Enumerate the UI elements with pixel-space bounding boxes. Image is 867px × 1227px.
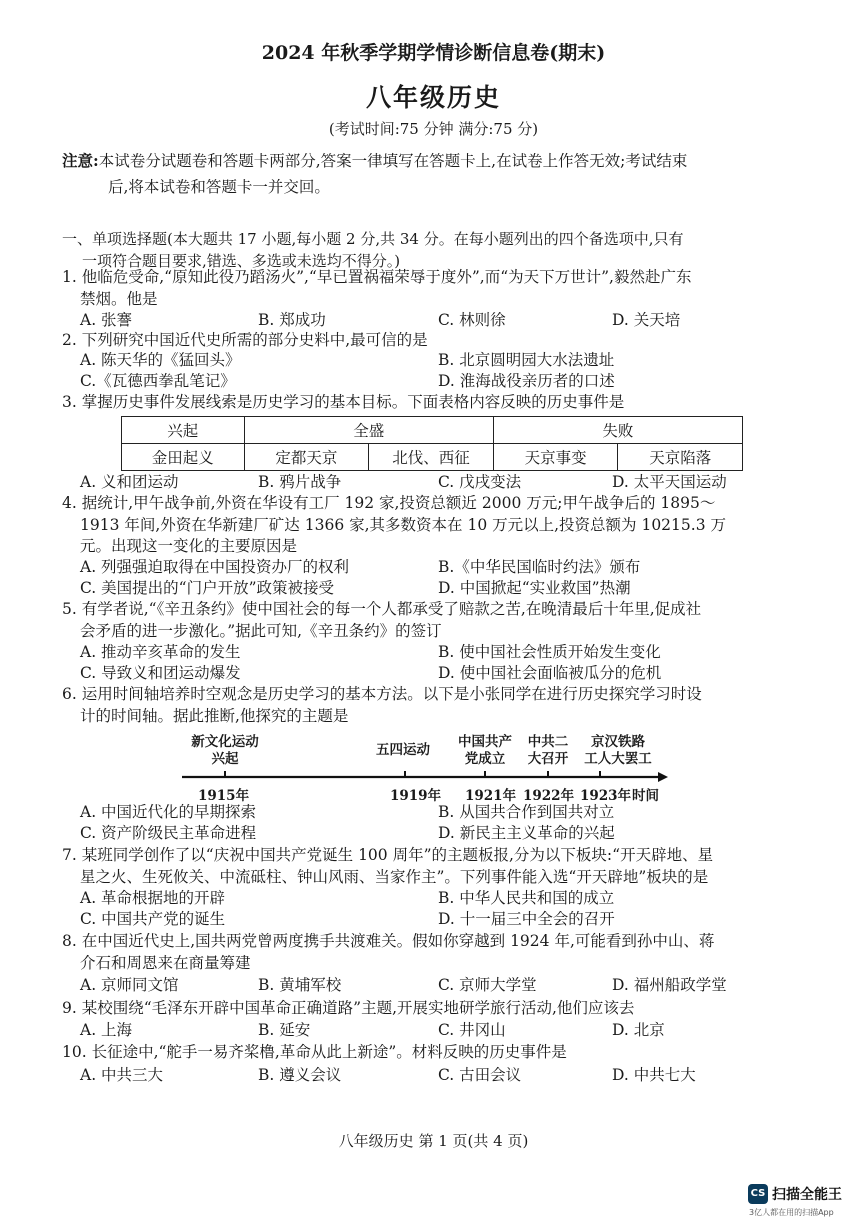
exam-info: (考试时间:75 分钟 满分:75 分) [328,120,539,138]
question-10-option-d: D. 中共七大 [612,1066,696,1084]
table-cell-4: 天京事变 [493,444,618,471]
table-header-rise: 兴起 [122,417,245,444]
section-heading [62,228,802,272]
timeline-axis [180,770,670,784]
question-4-option-c: C. 美国提出的“门户开放”政策被接受 [80,579,335,597]
question-7-option-d: D. 十一届三中全会的召开 [438,910,615,928]
question-5 [62,599,822,642]
timeline-year-1922: 1922年 [523,788,575,804]
question-5-option-b: B. 使中国社会性质开始发生变化 [438,643,661,661]
question-10-stem: 10. 长征途中,“舵手一易齐桨橹,革命从此上新途”。材料反映的历史事件是 [62,1043,567,1061]
question-8-stem-1: 8. 在中国近代史上,国共两党曾两度携手共渡难关。假如你穿越到 1924 年,可能看到孙中山、蒋 [62,932,715,950]
question-1-stem-2: 禁烟。他是 [80,289,158,308]
question-1 [62,267,822,310]
exam-title: 2024 年秋季学期学情诊断信息卷(期末) [261,42,606,64]
question-1-option-d: D. 关天培 [612,311,681,329]
question-7-stem-1: 7. 某班同学创作了以“庆祝中国共产党诞生 100 周年”的主题板报,分为以下板块:“开天辟地、星 [62,846,714,864]
question-9-option-c: C. 井冈山 [438,1021,506,1039]
camscanner-logo-icon: CS [748,1184,768,1204]
question-7-option-b: B. 中华人民共和国的成立 [438,889,615,907]
question-3-option-a: A. 义和团运动 [80,473,179,491]
table-cell-1: 金田起义 [122,444,245,471]
camscanner-tagline: 3亿人都在用的扫描App [749,1208,834,1217]
question-2-stem: 2. 下列研究中国近代史所需的部分史料中,最可信的是 [62,331,428,349]
question-5-option-a: A. 推动辛亥革命的发生 [80,643,241,661]
question-6-option-c: C. 资产阶级民主革命进程 [80,824,257,842]
timeline-event-1: 新文化运动 兴起 [191,734,259,767]
timeline-year-1921: 1921年 [465,788,517,804]
question-3-option-d: D. 太平天国运动 [612,473,727,491]
question-7 [62,845,822,888]
timeline-event-4: 中共二 大召开 [527,734,569,767]
question-7-option-c: C. 中国共产党的诞生 [80,910,226,928]
question-1-stem-1: 1. 他临危受命,“原知此役乃蹈汤火”,“早已置祸福荣辱于度外”,而“为天下万世计”,毅然赴广东 [62,268,692,286]
question-6-timeline [180,730,670,804]
question-8-option-d: D. 福州船政学堂 [612,976,727,994]
question-8-stem-2: 介石和周恩来在商量筹建 [80,953,251,972]
question-6 [62,684,822,727]
question-3-stem: 3. 掌握历史事件发展线索是历史学习的基本目标。下面表格内容反映的历史事件是 [62,393,625,411]
question-5-stem-1: 5. 有学者说,“《辛丑条约》使中国社会的每一个人都承受了赔款之苦,在晚清最后十年里,促成社 [62,600,702,618]
notice-label: 注意: [62,151,99,170]
notice-line-1: 注意:本试卷分试题卷和答题卡两部分,答案一律填写在答题卡上,在试卷上作答无效;考试结束 [62,151,688,170]
question-5-option-d: D. 使中国社会面临被瓜分的危机 [438,664,662,682]
question-6-option-a: A. 中国近代化的早期探索 [80,803,257,821]
page-footer: 八年级历史 第 1 页(共 4 页) [338,1132,529,1150]
notice-line-2: 后,将本试卷和答题卡一并交回。 [108,178,330,196]
question-6-stem-2: 计的时间轴。据此推断,他探究的主题是 [80,706,349,725]
camscanner-name: 扫描全能王 [772,1187,842,1203]
question-7-stem-2: 星之火、生死攸关、中流砥柱、钟山风雨、当家作主”。下列事件能入选“开天辟地”板块的是 [80,867,709,886]
timeline-year-1919: 1919年 [390,788,442,804]
question-10-option-c: C. 古田会议 [438,1066,522,1084]
question-2-option-c: C.《瓦德西拳乱笔记》 [80,372,236,390]
table-cell-3: 北伐、西征 [369,444,494,471]
question-4-stem-1: 4. 据统计,甲午战争前,外资在华设有工厂 192 家,投资总额近 2000 万元;甲午战争后的 1895～ [62,494,716,512]
notice [62,148,802,200]
table-header-peak: 全盛 [244,417,493,444]
question-4-option-a: A. 列强强迫取得在中国投资办厂的权利 [80,558,350,576]
question-8-option-c: C. 京师大学堂 [438,976,537,994]
question-4 [62,493,822,558]
question-2-option-d: D. 淮海战役亲历者的口述 [438,372,615,390]
question-7-option-a: A. 革命根据地的开辟 [80,889,226,907]
question-1-option-b: B. 郑成功 [258,311,326,329]
table-cell-2: 定都天京 [244,444,369,471]
timeline-event-5: 京汉铁路 工人大罢工 [584,734,652,767]
question-2-option-a: A. 陈天华的《猛回头》 [80,351,241,369]
timeline-event-3: 中国共产 党成立 [458,734,512,767]
question-9-option-d: D. 北京 [612,1021,665,1039]
timeline-axis-label: 时间 [632,788,659,804]
question-6-stem-1: 6. 运用时间轴培养时空观念是历史学习的基本方法。以下是小张同学在进行历史探究学习时设 [62,685,702,703]
question-8-option-a: A. 京师同文馆 [80,976,179,994]
question-6-option-b: B. 从国共合作到国共对立 [438,803,615,821]
question-9-option-a: A. 上海 [80,1021,133,1039]
table-header-fail: 失败 [493,417,742,444]
question-6-option-d: D. 新民主主义革命的兴起 [438,824,615,842]
question-4-option-b: B.《中华民国临时约法》颁布 [438,558,641,576]
question-8 [62,931,822,974]
section-line-2: 一项符合题目要求,错选、多选或未选均不得分。) [82,252,401,270]
question-10-option-b: B. 遵义会议 [258,1066,342,1084]
question-3-event-table [121,416,743,471]
question-1-option-c: C. 林则徐 [438,311,506,329]
timeline-year-1923: 1923年 [580,788,632,804]
question-3-option-b: B. 鸦片战争 [258,473,342,491]
question-8-option-b: B. 黄埔军校 [258,976,342,994]
question-5-stem-2: 会矛盾的进一步激化。”据此可知,《辛丑条约》的签订 [80,621,442,640]
question-4-option-d: D. 中国掀起“实业救国”热潮 [438,579,631,597]
question-4-stem-3: 元。出现这一变化的主要原因是 [80,537,298,555]
question-1-option-a: A. 张謇 [80,311,133,329]
question-9-option-b: B. 延安 [258,1021,311,1039]
question-5-option-c: C. 导致义和团运动爆发 [80,664,241,682]
question-2-option-b: B. 北京圆明园大水法遗址 [438,351,615,369]
section-line-1: 一、单项选择题(本大题共 17 小题,每小题 2 分,共 34 分。在每小题列出的四个备选项中,只有 [62,230,684,248]
question-9-stem: 9. 某校围绕“毛泽东开辟中国革命正确道路”主题,开展实地研学旅行活动,他们应该去 [62,999,635,1017]
table-cell-5: 天京陷落 [618,444,743,471]
timeline-year-1915: 1915年 [198,788,250,804]
subject-title: 八年级历史 [365,83,501,112]
timeline-event-2: 五四运动 [376,742,430,758]
question-10-option-a: A. 中共三大 [80,1066,164,1084]
question-4-stem-2: 1913 年间,外资在华新建厂矿达 1366 家,其多数资本在 10 万元以上,投资总额为 10215.3 万 [80,515,726,534]
question-3-option-c: C. 戊戌变法 [438,473,522,491]
